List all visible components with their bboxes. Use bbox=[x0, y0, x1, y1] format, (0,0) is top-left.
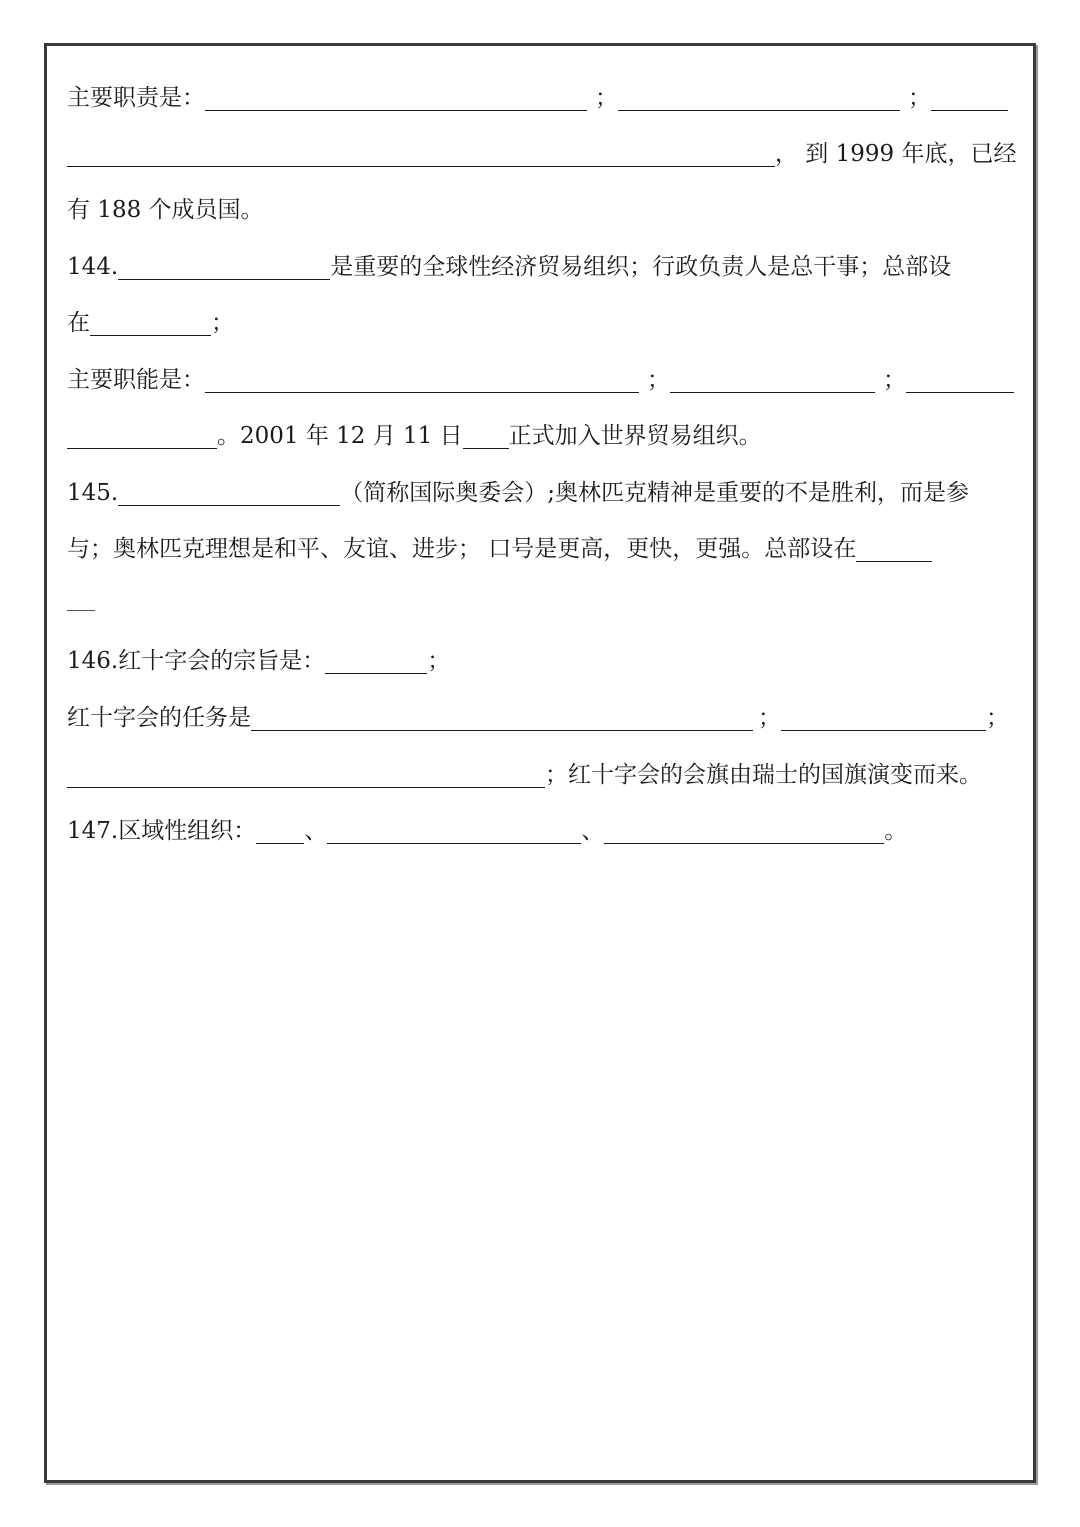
period: 。 bbox=[884, 818, 908, 844]
separator: ； bbox=[908, 85, 931, 111]
q143-line-2 bbox=[67, 134, 1016, 174]
functions-label: 主要职能是： bbox=[67, 367, 205, 393]
regional-blank-1[interactable] bbox=[256, 815, 304, 844]
regional-label: 区域性组织： bbox=[118, 818, 257, 844]
function-blank-1[interactable] bbox=[205, 364, 639, 393]
separator: ； bbox=[595, 85, 618, 111]
task-blank-1[interactable] bbox=[251, 702, 753, 731]
q144-line-2 bbox=[67, 303, 234, 343]
q143-line-3 bbox=[67, 190, 264, 230]
duties-blank-3[interactable] bbox=[931, 82, 1008, 111]
aim-label: 红十字会的宗旨是： bbox=[118, 648, 326, 674]
flag-text: ；红十字会的会旗由瑞士的国旗演变而来。 bbox=[545, 762, 982, 788]
join-text: 正式加入世界贸易组织。 bbox=[508, 423, 762, 449]
separator: ； bbox=[986, 705, 1009, 731]
task-label: 红十字会的任务是 bbox=[67, 705, 251, 731]
ioc-hq-blank-continued[interactable] bbox=[67, 610, 95, 611]
aim-blank[interactable] bbox=[325, 645, 427, 674]
duties-blank-4[interactable] bbox=[67, 138, 775, 167]
q146-line-2 bbox=[67, 698, 1009, 738]
duties-blank-2[interactable] bbox=[618, 82, 900, 111]
org-name-blank[interactable] bbox=[118, 251, 330, 280]
function-blank-2[interactable] bbox=[670, 364, 875, 393]
q147-line bbox=[67, 811, 907, 851]
q145-description: （简称国际奥委会）;奥林匹克精神是重要的不是胜利，而是参 bbox=[340, 480, 969, 506]
question-number: 145. bbox=[67, 480, 119, 506]
regional-blank-3[interactable] bbox=[604, 815, 884, 844]
function-blank-3[interactable] bbox=[906, 364, 1014, 393]
q146-line-1 bbox=[67, 641, 450, 681]
q143-duties-line bbox=[67, 78, 1008, 118]
question-number: 147. bbox=[67, 818, 119, 844]
separator: ； bbox=[883, 367, 906, 393]
date-text: 。2001 年 12 月 11 日 bbox=[217, 423, 463, 449]
separator: 、 bbox=[581, 818, 605, 844]
q145-line-1 bbox=[67, 473, 969, 513]
question-number: 144. bbox=[67, 254, 119, 280]
regional-blank-2[interactable] bbox=[327, 815, 581, 844]
question-number: 146. bbox=[67, 648, 119, 674]
task-blank-2[interactable] bbox=[781, 702, 986, 731]
duties-blank-1[interactable] bbox=[205, 82, 587, 111]
q146-line-3 bbox=[67, 755, 982, 795]
separator: ； bbox=[211, 310, 234, 336]
q144-line-1 bbox=[67, 247, 951, 287]
separator: 、 bbox=[304, 818, 328, 844]
q144-description: 是重要的全球性经济贸易组织；行政负责人是总干事；总部设 bbox=[330, 254, 952, 280]
q144-functions-line bbox=[67, 360, 1014, 400]
hq-blank[interactable] bbox=[90, 307, 211, 336]
ioc-name-blank[interactable] bbox=[118, 477, 340, 506]
q145-line-2 bbox=[67, 529, 932, 569]
q145-description-2: 与；奥林匹克理想是和平、友谊、进步； 口号是更高，更快，更强。总部设在 bbox=[67, 536, 857, 562]
member-count-text-2: 有 188 个成员国。 bbox=[67, 197, 264, 223]
duties-label: 主要职责是： bbox=[67, 85, 205, 111]
separator: ； bbox=[758, 705, 781, 731]
member-count-text: ， 到 1999 年底，已经 bbox=[775, 141, 1017, 167]
country-blank[interactable] bbox=[463, 420, 509, 449]
function-blank-4[interactable] bbox=[67, 420, 217, 449]
separator: ； bbox=[647, 367, 670, 393]
hq-label: 在 bbox=[67, 310, 90, 336]
separator: ； bbox=[427, 648, 451, 674]
q144-line-4 bbox=[67, 416, 762, 456]
ioc-hq-blank[interactable] bbox=[856, 533, 932, 562]
task-blank-3[interactable] bbox=[67, 759, 545, 788]
